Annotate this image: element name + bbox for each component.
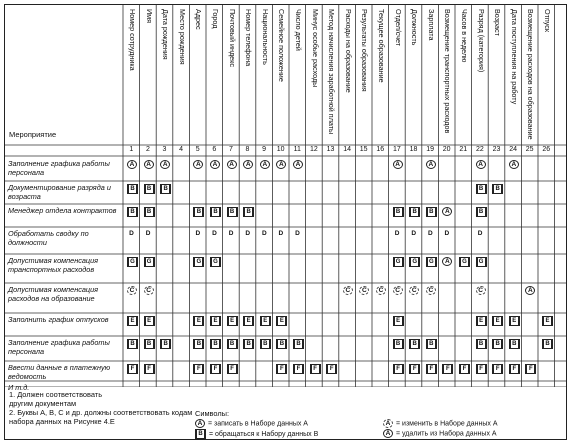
column-header	[356, 8, 369, 144]
matrix-mark: D	[261, 230, 267, 237]
column-number: 18	[409, 146, 418, 153]
matrix-mark: D	[278, 230, 284, 237]
matrix-mark: F	[509, 364, 520, 374]
column-header	[373, 8, 386, 144]
matrix-mark: G	[393, 257, 404, 267]
matrix-mark: B	[243, 207, 254, 217]
column-header	[190, 8, 203, 144]
column-header	[174, 8, 187, 144]
column-header	[390, 8, 403, 144]
row-label: Менеджер отдела контрактов	[8, 206, 117, 215]
column-header	[406, 8, 419, 144]
matrix-mark: F	[310, 364, 321, 374]
matrix-mark: A	[227, 160, 237, 169]
column-header	[439, 8, 452, 144]
matrix-mark: C	[426, 286, 436, 295]
matrix-mark: C	[127, 286, 137, 295]
matrix-mark: E	[542, 316, 553, 326]
matrix-mark: D	[245, 230, 251, 237]
column-header	[539, 8, 552, 144]
column-number: 24	[509, 146, 517, 153]
column-number: 9	[262, 146, 267, 153]
row-label: Документирование разряда и возраста	[8, 183, 111, 201]
matrix-mark: A	[525, 286, 535, 295]
matrix-mark: C	[343, 286, 353, 295]
column-number: 12	[309, 146, 318, 153]
matrix-mark: B	[492, 184, 503, 194]
matrix-mark: F	[476, 364, 487, 374]
matrix-mark: D	[195, 230, 201, 237]
matrix-mark: F	[127, 364, 138, 374]
matrix-document	[4, 4, 567, 440]
column-header-label: Имя	[144, 9, 154, 23]
notes	[9, 390, 192, 426]
row-label: Допустимая компенсация транспортных расходов	[8, 256, 99, 274]
symbol-delete-icon: A	[383, 429, 393, 438]
note-line: 1. Должен соответствовать	[9, 390, 103, 399]
column-header	[323, 8, 336, 144]
matrix-mark: B	[260, 339, 271, 349]
matrix-mark: F	[393, 364, 404, 374]
matrix-mark: A	[442, 207, 452, 216]
column-header	[257, 8, 270, 144]
column-number: 4	[179, 146, 184, 153]
matrix-mark: D	[295, 230, 300, 237]
matrix-mark: B	[476, 339, 487, 349]
column-header	[273, 8, 286, 144]
matrix-mark: E	[393, 316, 404, 326]
matrix-mark: G	[426, 257, 437, 267]
column-number: 8	[245, 146, 250, 153]
column-number: 22	[475, 146, 484, 153]
matrix-mark: B	[476, 184, 487, 194]
matrix-mark: D	[212, 230, 217, 237]
column-number: 5	[195, 146, 200, 153]
symbol-write-icon: A	[195, 419, 205, 428]
column-header-label: Возмещение транспортных расходов	[443, 9, 453, 134]
symbol-reference-icon: B	[195, 429, 206, 439]
column-number: 26	[542, 146, 551, 153]
matrix-mark: A	[260, 160, 270, 169]
symbol-legend-item	[383, 419, 498, 428]
column-header-label: Минус особые расходы	[310, 9, 320, 88]
column-number: 21	[459, 146, 468, 153]
matrix-mark: B	[227, 339, 238, 349]
column-header	[141, 8, 154, 144]
matrix-mark: B	[193, 339, 204, 349]
matrix-mark: G	[459, 257, 470, 267]
matrix-mark: D	[444, 230, 450, 237]
matrix-mark: B	[492, 339, 503, 349]
matrix-mark: A	[193, 160, 203, 169]
matrix-mark: B	[409, 339, 420, 349]
matrix-mark: F	[409, 364, 420, 374]
column-header-label: Разряд (категория)	[476, 9, 486, 73]
matrix-mark: C	[409, 286, 419, 295]
matrix-mark: F	[210, 364, 221, 374]
matrix-mark: B	[210, 339, 221, 349]
matrix-mark: A	[243, 160, 253, 169]
matrix-mark: F	[193, 364, 204, 374]
column-number: 14	[343, 146, 351, 153]
column-header-label: Часов в неделю	[460, 9, 469, 63]
column-number: 3	[162, 146, 167, 153]
column-header-label: Отдел/счет	[393, 9, 403, 47]
matrix-mark: E	[193, 316, 204, 326]
column-header-label: Адрес	[194, 9, 204, 30]
matrix-mark: B	[409, 207, 420, 217]
column-number: 13	[326, 146, 335, 153]
symbol-text: = записать в Наборе данных А	[208, 420, 308, 428]
matrix-mark: B	[243, 339, 254, 349]
column-header	[207, 8, 220, 144]
column-header-label: Национальность	[260, 9, 270, 65]
column-header	[506, 8, 519, 144]
column-number: 2	[145, 146, 150, 153]
column-header-label: Номер телефона	[244, 9, 254, 67]
matrix-mark: A	[509, 160, 519, 169]
column-number: 11	[293, 146, 301, 153]
row-label: Заполнение графика работы персонала	[8, 159, 110, 177]
symbol-text: = обращаться к Набору данных В	[209, 430, 319, 438]
matrix-mark: B	[476, 207, 487, 217]
matrix-mark: B	[160, 339, 171, 349]
matrix-mark: D	[411, 230, 417, 237]
column-number: 15	[359, 146, 368, 153]
matrix-mark: A	[276, 160, 286, 169]
matrix-mark: F	[426, 364, 437, 374]
column-header-label: Город	[211, 9, 220, 29]
column-header-label: Отпуск	[543, 9, 552, 33]
matrix-mark: D	[477, 230, 483, 237]
matrix-mark: B	[127, 207, 138, 217]
matrix-mark: A	[160, 160, 170, 169]
column-number: 6	[212, 146, 217, 153]
column-header-label: Дата рождения	[161, 9, 171, 60]
matrix-mark: D	[427, 230, 433, 237]
column-header-label: Должность	[410, 9, 420, 46]
matrix-mark: C	[144, 286, 154, 295]
matrix-mark: E	[476, 316, 487, 326]
column-header	[522, 8, 535, 144]
row-label: Обработать сводку по должности	[8, 229, 89, 247]
column-header-label: Число детей	[294, 9, 303, 51]
note-line: другим документам	[9, 399, 77, 408]
matrix-mark: B	[193, 207, 204, 217]
column-number: 25	[525, 146, 534, 153]
column-header-label: Возмещение расходов на образование	[526, 9, 536, 140]
matrix-mark: G	[193, 257, 204, 267]
matrix-mark: A	[144, 160, 154, 169]
matrix-mark: E	[210, 316, 221, 326]
matrix-mark: F	[492, 364, 503, 374]
column-header	[224, 8, 237, 144]
matrix-mark: B	[127, 339, 138, 349]
column-number: 7	[228, 146, 233, 153]
matrix-mark: B	[210, 207, 221, 217]
column-header-label: Семейное положение	[277, 9, 287, 82]
column-header	[340, 8, 353, 144]
matrix-mark: E	[243, 316, 254, 326]
matrix-mark: A	[210, 160, 220, 169]
note-line: набора данных на Рисунке 4.Е	[9, 417, 115, 426]
column-number: 19	[426, 146, 434, 153]
column-header-label: Почтовый индекс	[227, 9, 237, 67]
matrix-mark: B	[542, 339, 553, 349]
column-number: 16	[376, 146, 385, 153]
matrix-mark: G	[476, 257, 487, 267]
column-header	[290, 8, 303, 144]
column-header-label: Зарплата	[426, 9, 436, 41]
matrix-mark: E	[260, 316, 271, 326]
matrix-mark: B	[144, 184, 155, 194]
matrix-mark: B	[426, 207, 437, 217]
matrix-mark: D	[394, 230, 400, 237]
row-label: Допустимая компенсация расходов на образование	[8, 285, 99, 303]
symbols-title: Символы:	[195, 409, 230, 418]
matrix-mark: B	[293, 339, 304, 349]
symbol-legend-item	[195, 419, 308, 428]
matrix-mark: E	[144, 316, 155, 326]
matrix-mark: G	[127, 257, 138, 267]
matrix-mark: F	[227, 364, 238, 374]
column-header	[423, 8, 436, 144]
matrix-mark: B	[127, 184, 138, 194]
symbol-legend-item	[195, 429, 318, 439]
symbol-text: = изменить в Наборе данных А	[396, 420, 498, 428]
symbol-text: = удалить из Набора данных А	[396, 430, 497, 438]
column-header-label: Расходы на образование	[343, 9, 353, 93]
matrix-mark: B	[144, 207, 155, 217]
column-header	[489, 8, 502, 144]
column-header	[473, 8, 486, 144]
matrix-mark: A	[426, 160, 436, 169]
matrix-mark: B	[144, 339, 155, 349]
column-number: 20	[442, 146, 451, 153]
column-header	[124, 8, 137, 144]
row-label: Заполнить график отпусков	[8, 315, 109, 324]
matrix-mark: F	[293, 364, 304, 374]
column-number: 1	[129, 146, 134, 153]
matrix-mark: D	[145, 230, 151, 237]
matrix-mark: A	[127, 160, 137, 169]
matrix-mark: G	[409, 257, 420, 267]
row-label: Ввести данные в платежную ведомость	[8, 363, 111, 381]
column-header-label: Метод начисления заработной платы	[327, 9, 337, 135]
matrix-mark: B	[276, 339, 287, 349]
column-number: 23	[492, 146, 501, 153]
matrix-mark: F	[459, 364, 470, 374]
column-header-label: Место рождения	[177, 9, 187, 65]
column-header	[157, 8, 170, 144]
row-label: И т.д.	[8, 383, 30, 392]
column-header-label: Текущее образование	[377, 9, 386, 83]
note-line: 2. Буквы А, В, С и др. должны соответствовать кодам	[9, 408, 193, 417]
matrix-mark: E	[509, 316, 520, 326]
matrix-mark: E	[276, 316, 287, 326]
column-number: 10	[276, 146, 285, 153]
column-header-label: Результаты образования	[360, 9, 370, 92]
matrix-mark: C	[393, 286, 403, 295]
matrix-mark: B	[393, 207, 404, 217]
matrix-mark: D	[228, 230, 234, 237]
matrix-mark: F	[276, 364, 287, 374]
column-number: 17	[392, 146, 401, 153]
matrix-mark: B	[426, 339, 437, 349]
matrix-mark: G	[210, 257, 221, 267]
column-header-label: Дата поступления на работу	[509, 9, 519, 105]
column-header	[307, 8, 320, 144]
matrix-mark: E	[127, 316, 138, 326]
symbol-change-icon: A	[383, 419, 393, 428]
matrix-mark: B	[393, 339, 404, 349]
matrix-mark: A	[476, 160, 486, 169]
symbol-legend-item	[383, 429, 497, 438]
column-header	[456, 8, 469, 144]
row-header-label: Мероприятие	[9, 130, 57, 139]
matrix-mark: B	[509, 339, 520, 349]
matrix-mark: F	[144, 364, 155, 374]
row-label: Заполнение графика работы персонала	[8, 338, 110, 356]
matrix-mark: C	[476, 286, 486, 295]
matrix-mark: A	[393, 160, 403, 169]
matrix-mark: A	[293, 160, 303, 169]
matrix-mark: C	[376, 286, 386, 295]
column-header-label: Возраст	[493, 9, 503, 36]
matrix-mark: E	[492, 316, 503, 326]
matrix-mark: B	[160, 184, 171, 194]
matrix-mark: B	[227, 207, 238, 217]
matrix-mark: F	[442, 364, 453, 374]
column-header-label: Номер сотрудника	[128, 9, 137, 71]
matrix-mark: C	[359, 286, 369, 295]
matrix-mark: F	[326, 364, 337, 374]
matrix-mark: F	[525, 364, 536, 374]
matrix-mark: D	[129, 230, 134, 237]
matrix-mark: G	[144, 257, 155, 267]
column-header	[240, 8, 253, 144]
matrix-mark: A	[442, 257, 452, 266]
matrix-mark: E	[227, 316, 238, 326]
